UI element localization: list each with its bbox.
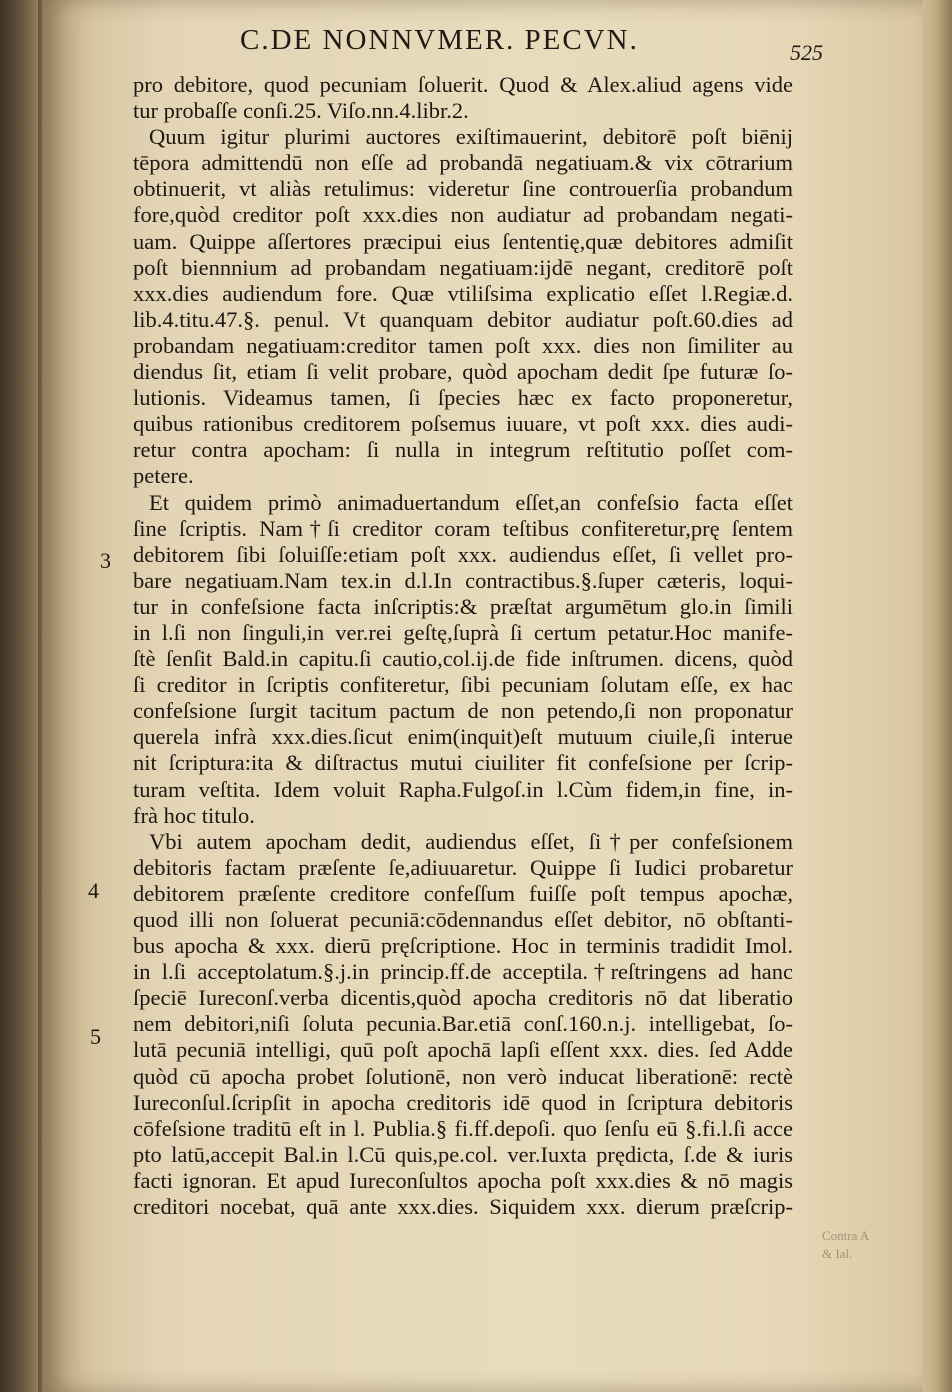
text-line: Et quidem primò animaduertandum eſſet,an confeſsio facta eſſet [149,489,793,515]
text-line: quod illi non ſoluerat pecuniā:cōdennandus eſſet debitor, nō obſtanti- [133,907,793,932]
text-line: lib.4.titu.47.§. penul. Vt quanquam debitor audiatur poſt.60.dies ad [133,306,793,332]
body-text [133,72,793,1220]
text-line: poſt biennnium ad probandam negatiuam:ijdē negant, creditorē poſt [133,254,793,280]
text-line: bare negatiuam.Nam tex.in d.l.In contractibus.§.ſuper cæteris, loqui- [133,567,793,593]
page-edge-right [922,0,952,1392]
folio-number: 525 [790,40,823,65]
text-line: pto latū,accepit Bal.in l.Cū quis,pe.col. ver.Iuxta prędicta, ſ.de & iuris [133,1141,793,1167]
text-line: cōfeſsione traditū eſt in l. Publia.§ fi.ff.depoſi. quo ſenſu eū §.fi.l.ſi acce [133,1115,793,1141]
text-line: fore,quòd creditor poſt xxx.dies non audiatur ad probandam negati- [133,202,793,228]
running-title: C.DE NONNVMER. PECVN. [240,24,639,56]
text-line: diendus ſit, etiam ſi velit probare, quòd apocham dedit ſpe futuræ ſo- [133,359,793,385]
text-line: pro debitore, quod pecuniam ſoluerit. Quod & Alex.aliud agens vide [133,72,793,97]
margin-number: 4 [88,878,99,903]
text-line: quòd cū apocha probet ſolutionē, non verò inducat liberationē: rectè [133,1063,793,1089]
text-line: petere. [133,463,194,489]
bleed-through-text: Contra A [822,1228,870,1243]
text-line: in l.ſi acceptolatum.§.j.in princip.ff.de acceptila.†reſtringens ad hanc [133,959,793,985]
previous-page-edge [0,0,38,1392]
text-line: confeſsione ſurgit tacitum pactum de non petendo,ſi non proponatur [133,698,793,724]
text-line: retur contra apocham: ſi nulla in integrum reſtitutio poſſet com- [133,437,793,463]
text-line: in l.ſi non ſinguli,in ver.rei geſtę,ſuprà ſi certum petatur.Hoc manife- [133,619,793,645]
text-line: turam veſtita. Idem voluit Rapha.Fulgoſ.in l.Cùm fidem,in fine, in- [133,776,793,802]
text-line: obtinuerit, vt aliàs retulimus: videretur ſine controuerſia probandum [133,176,793,202]
text-line: ſpeciē Iureconſ.verba dicentis,quòd apocha creditoris nō dat liberatio [133,985,793,1011]
text-line: Iureconſul.ſcripſit in apocha creditoris idē quod in ſcriptura debitoris [133,1089,793,1115]
text-line: nem debitori,niſi ſoluta pecunia.Bar.etiā conſ.160.n.j. intelligebat, ſo- [133,1011,793,1037]
text-line: uam. Quippe aſſertores præcipui eius ſententię,quæ debitores admiſit [133,228,793,254]
text-line: facti ignoran. Et apud Iureconſultos apocha poſt xxx.dies & nō magis [133,1167,793,1193]
text-line: debitorem ſibi ſoluiſſe:etiam poſt xxx. audiendus eſſet, ſi vellet pro- [133,541,793,567]
margin-number: 3 [100,548,111,573]
margin-number: 5 [90,1024,101,1049]
text-line: Vbi autem apocham dedit, audiendus eſſet, ſi†per confeſsionem [149,828,793,854]
text-line: ſtè ſenſit Bald.in capitu.ſi cautio,col.ij.de fide inſtrumen. dicens, quòd [133,646,793,672]
text-line: creditori nocebat, quā ante xxx.dies. Siquidem xxx. dierum præſcrip- [133,1194,793,1220]
text-line: bus apocha & xxx. dierū pręſcriptione. Hoc in terminis tradidit Imol. [133,933,793,959]
text-line: probandam negatiuam:creditor tamen poſt xxx. dies non ſimiliter au [133,332,793,358]
text-line: debitorem præſente creditore confeſſum fuiſſe poſt tempus apochæ, [133,880,793,906]
text-line: quibus rationibus creditorem poſsemus iuuare, vt poſt xxx. dies audi- [133,411,793,437]
text-line: tur probaſſe conſi.25. Viſo.nn.4.libr.2. [133,98,469,124]
text-line: ſi creditor in ſcriptis confiteretur, ſibi pecuniam ſolutam eſſe, ex hac [133,672,793,698]
text-line: frà hoc titulo. [133,802,255,828]
text-line: querela infrà xxx.dies.ſicut enim(inquit)eſt mutuum ciuile,ſi interue [133,724,793,750]
text-line: lutā pecuniā intelligi, quū poſt apochā lapſi eſſent xxx. dies. ſed Adde [133,1037,793,1063]
bleed-through-text: & Ial. [822,1246,853,1261]
text-line: tur in confeſsione facta inſcriptis:& præſtat argumētum glo.in ſimili [133,593,793,619]
text-line: ſine ſcriptis. Nam†ſi creditor coram teſtibus confiteretur,prę ſentem [133,515,793,541]
text-line: xxx.dies audiendum fore. Quæ vtiliſsima explicatio eſſet l.Regiæ.d. [133,280,793,306]
text-line: Quum igitur plurimi auctores exiſtimauerint, debitorē poſt biēnij [149,124,793,150]
text-line: tēpora admittendū non eſſe ad probandā negatiuam.& vix cōtrarium [133,150,793,176]
text-line: lutionis. Videamus tamen, ſi ſpecies hæc ex facto proponeretur, [133,385,793,411]
text-line: debitoris factam præſente ſe,adiuuaretur. Quippe ſi Iudici probaretur [133,854,793,880]
text-line: nit ſcriptura:ita & diſtractus mutui ciuiliter fit confeſsione per ſcrip- [133,750,793,776]
